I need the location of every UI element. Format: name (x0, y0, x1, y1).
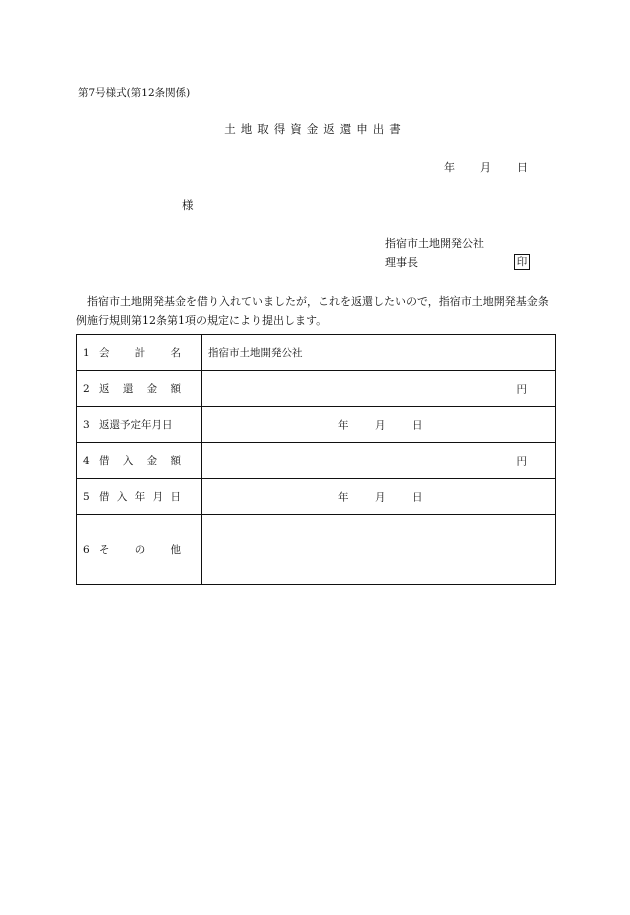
label-text: 返還予定年月日 (99, 419, 173, 431)
planned-return-date-field[interactable] (202, 407, 556, 443)
label-char: 日 (170, 491, 181, 503)
row-number: 4 (83, 454, 90, 467)
row-number: 5 (83, 490, 90, 503)
row-label (77, 335, 202, 371)
row-label (77, 515, 202, 585)
yen-unit: 円 (516, 455, 527, 467)
seal-stamp: 印 (514, 254, 530, 270)
row-number: 2 (83, 382, 90, 395)
date-year-label: 年 (338, 491, 349, 503)
table-row-borrowed-amount (77, 443, 556, 479)
row-label (77, 371, 202, 407)
addressee-suffix: 様 (182, 198, 194, 212)
label-char: 計 (134, 347, 146, 359)
body-text-content: 指宿市土地開発基金を借り入れていましたが，これを返還したいので，指宿市土地開発基金条例施行規則第12条第1項の規定により提出します。 (76, 295, 549, 327)
label-char: 月 (152, 491, 164, 503)
document-title: 土地取得資金返還申出書 (224, 122, 406, 136)
label-char: 年 (134, 491, 146, 503)
submission-date (444, 161, 528, 175)
date-month-label: 月 (375, 419, 386, 431)
label-char: 会 (99, 347, 110, 359)
label-char: 額 (170, 383, 181, 395)
label-char: 返 (99, 383, 110, 395)
borrowed-amount-field[interactable] (202, 443, 556, 479)
row-number: 3 (83, 419, 90, 431)
info-table (76, 334, 556, 585)
return-amount-field[interactable] (202, 371, 556, 407)
row-label (77, 479, 202, 515)
form-number: 第7号様式(第12条関係) (78, 87, 191, 99)
table-row-planned-return-date (77, 407, 556, 443)
date-day-label: 日 (412, 419, 423, 431)
label-char: そ (99, 544, 110, 556)
label-char: 還 (122, 383, 134, 395)
date-year-label: 年 (444, 161, 455, 174)
table-row-other (77, 515, 556, 585)
row-number: 6 (83, 543, 90, 556)
label-char: 他 (170, 544, 181, 556)
date-day-label: 日 (412, 491, 423, 503)
other-value (202, 544, 208, 556)
table-row-return-amount (77, 371, 556, 407)
label-char: の (134, 544, 146, 556)
date-placeholder (338, 417, 423, 432)
date-placeholder (338, 489, 423, 504)
label-char: 額 (170, 455, 181, 467)
yen-unit: 円 (516, 383, 527, 395)
accounting-name-value: 指宿市土地開発公社 (208, 347, 303, 359)
table-row-accounting-name (77, 335, 556, 371)
label-char: 金 (146, 383, 158, 395)
body-text (76, 292, 556, 330)
label-char: 借 (99, 491, 110, 503)
borrowing-date-field[interactable] (202, 479, 556, 515)
date-day-label: 日 (517, 161, 528, 174)
date-year-label: 年 (338, 419, 349, 431)
table-row-borrowing-date (77, 479, 556, 515)
label-char: 入 (122, 455, 134, 467)
date-month-label: 月 (480, 161, 491, 174)
date-month-label: 月 (375, 491, 386, 503)
applicant-organization: 指宿市土地開発公社 (385, 237, 484, 250)
label-char: 入 (116, 491, 128, 503)
label-char: 借 (99, 455, 110, 467)
applicant-title: 理事長 (385, 256, 418, 269)
row-number: 1 (83, 346, 90, 359)
accounting-name-field[interactable] (202, 335, 556, 371)
row-label (77, 407, 202, 443)
label-char: 名 (170, 347, 181, 359)
label-char: 金 (146, 455, 158, 467)
row-label (77, 443, 202, 479)
other-field[interactable] (202, 515, 556, 585)
